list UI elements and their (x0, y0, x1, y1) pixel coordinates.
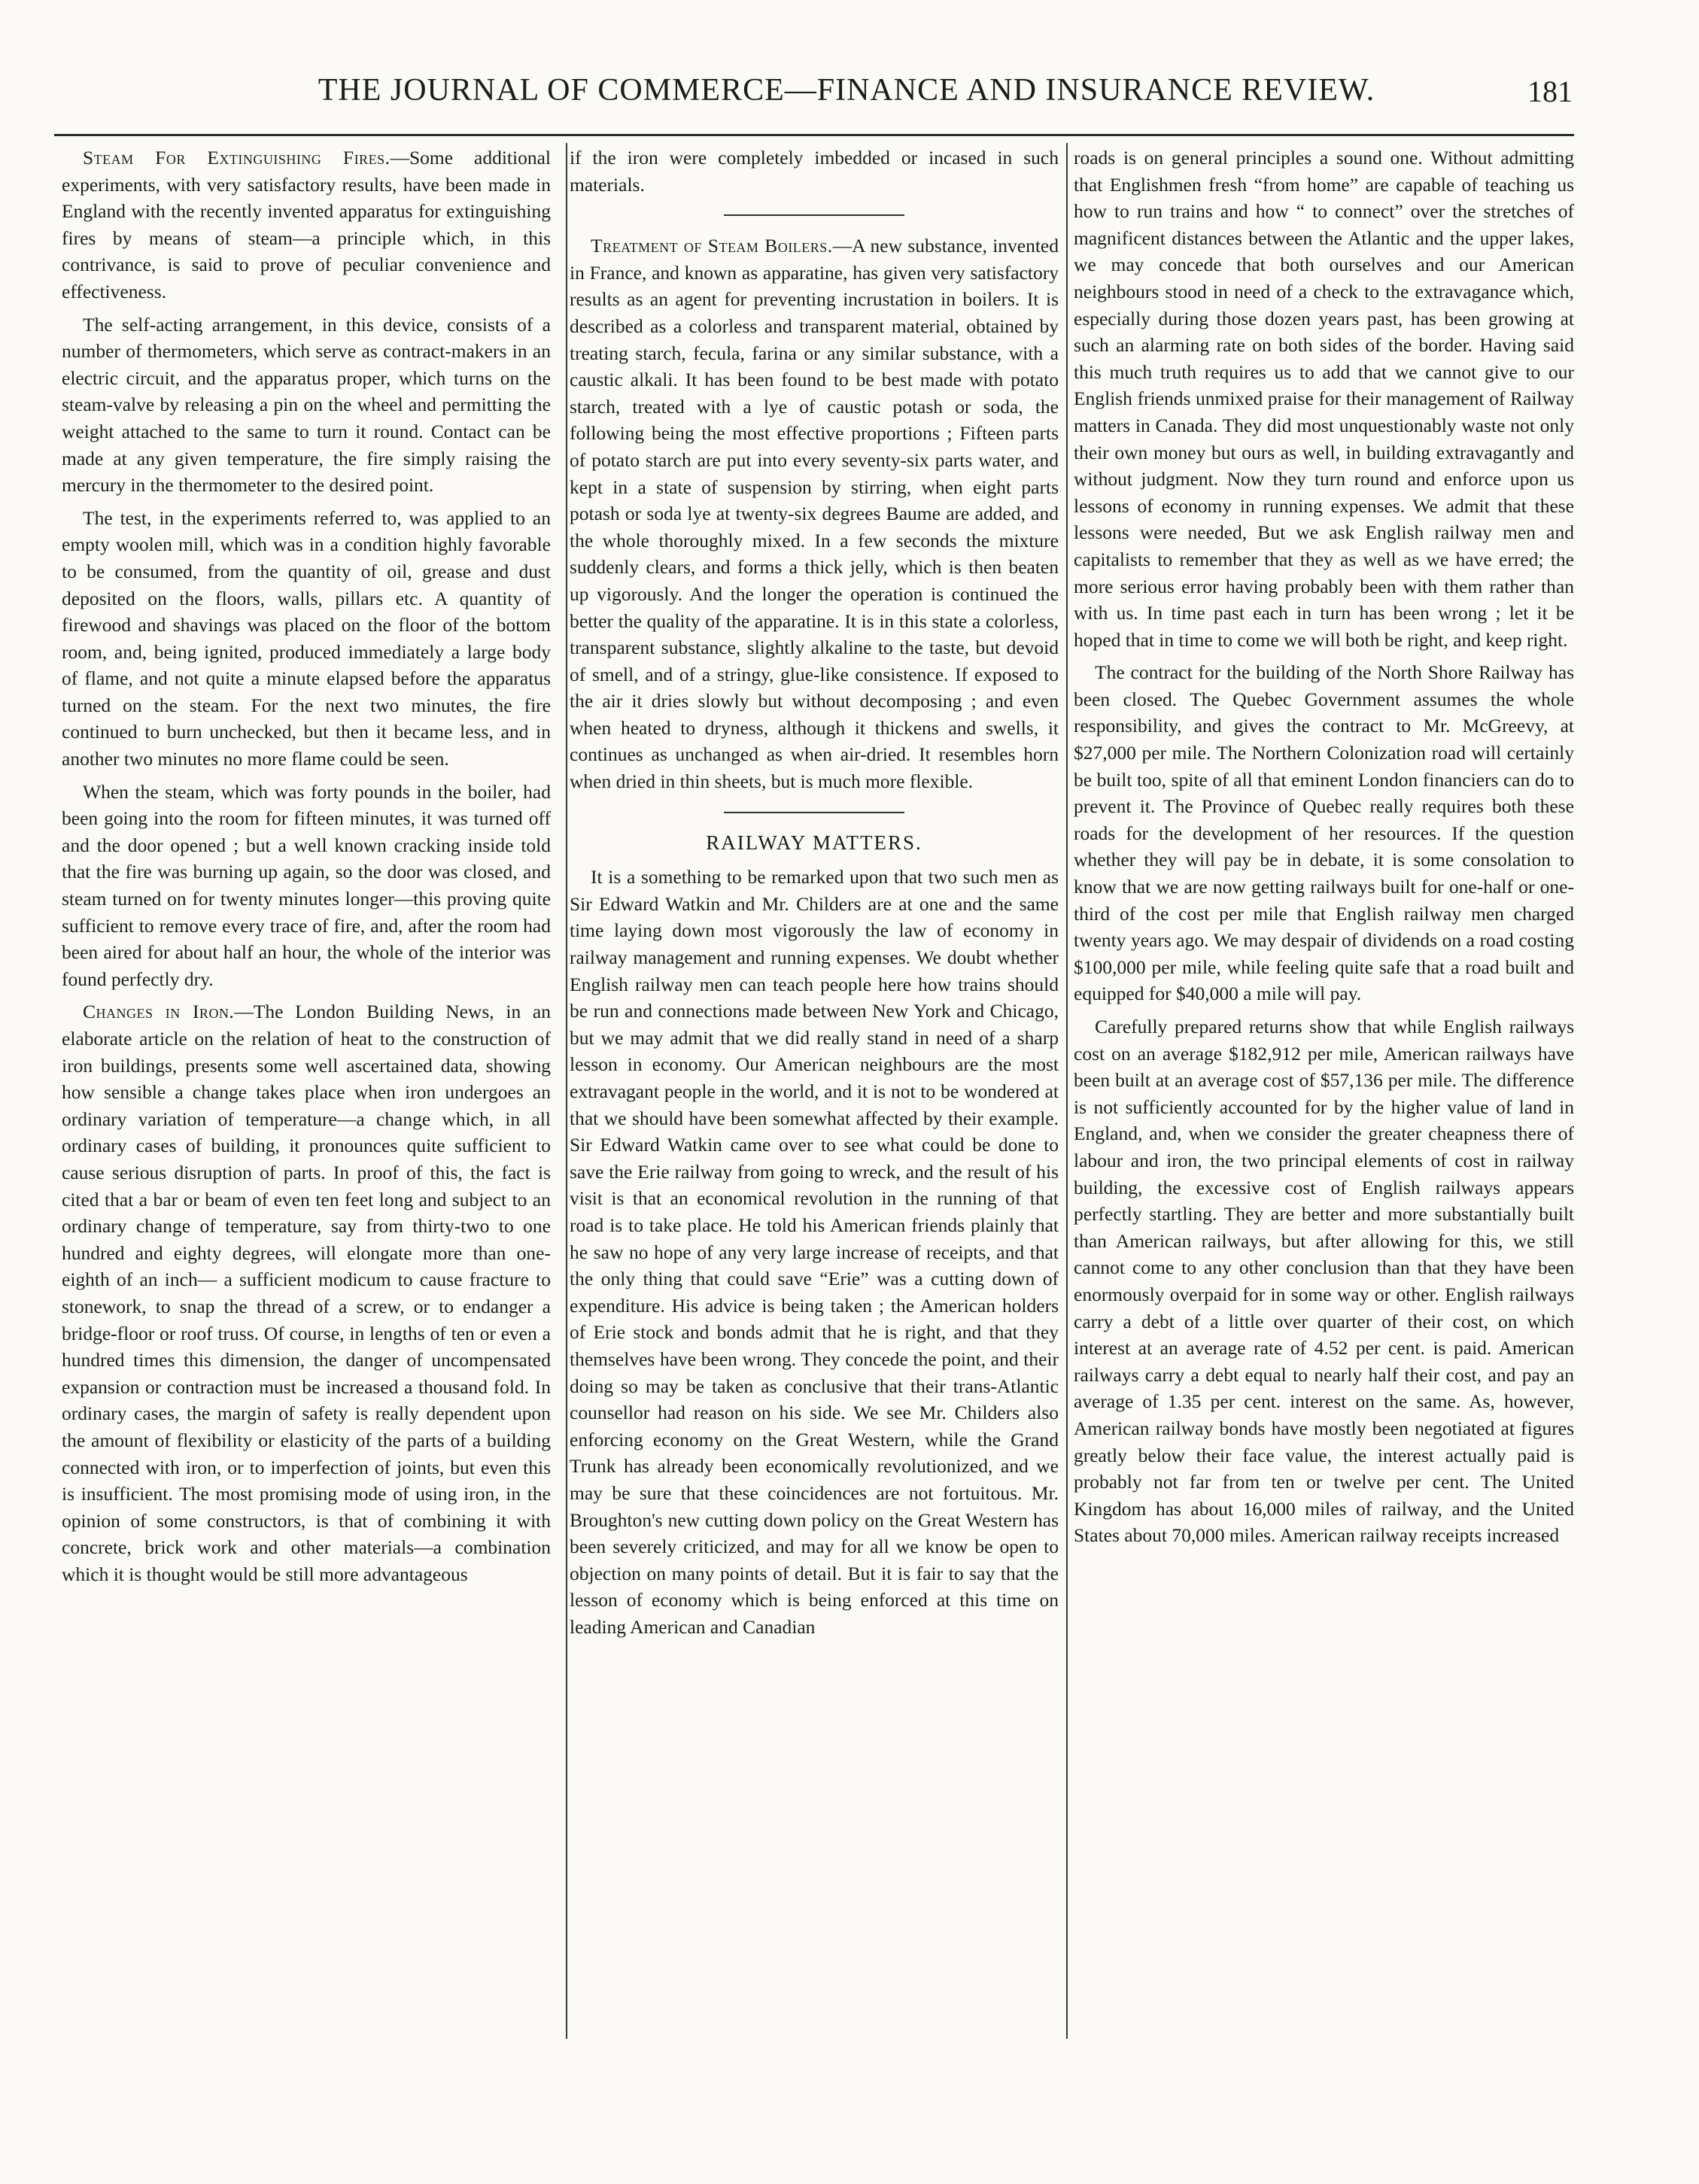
journal-title: THE JOURNAL OF COMMERCE—FINANCE AND INSURANCE REVIEW. (318, 73, 1375, 108)
railway-section-heading: RAILWAY MATTERS. (706, 831, 922, 854)
page-number: 181 (1527, 74, 1573, 108)
article-railway-p3: Carefully prepared returns show that while English railways cost on an average $182,912 per mile, American railways have been built at an average cost of $57,136 per mile. The difference is not sufficiently accounted for by the higher value of land in England, and, when we consider the greater cheapness there of labour and iron, the two principal elements of cost in railway building, the excessive cost of English railways appears perfectly startling. They are better and more substantially built than American railways, but after allowing for this, we still cannot come to any other conclusion than that they have been enormously overpaid for in some way or other. English railways carry a debt of a little over quarter of their cost, on which interest at an average rate of 4.52 per cent. is paid. American railways carry a debt equal to nearly half their cost, and pay an average of 1.35 per cent. interest on the same. As, however, American railway bonds have mostly been negotiated at figures greatly below their face value, the interest actually paid is probably not far from ten or twelve per cent. The United Kingdom has about 16,000 miles of railway, and the United States about 70,000 miles. American railway receipts increased (1074, 1016, 1574, 1547)
section-separator (724, 812, 904, 813)
article-steam-p4: When the steam, which was forty pounds in the boiler, had been going into the room for fifteen minutes, it was turned off and the door opened ; but a well known cracking inside told that the fire was burning up again, so the door was closed, and steam turned on for twenty minutes longer—this proving quite sufficient to remove every trace of fire, and, after the room had been aired for about half an hour, the whole of the interior was found perfectly dry. (62, 780, 551, 990)
article-boiler-p1 (570, 232, 1059, 794)
article-iron-p1 (62, 998, 551, 1587)
article-steam-text: —Some additional experiments, with very satisfactory results, have been made in England with the recently invented apparatus for extinguishing fires by means of steam—a principle which, in this contrivance, is said to prove of peculiar convenience and effectiveness. (62, 147, 551, 302)
article-boiler-heading: Treatment of Steam Boilers. (591, 235, 833, 257)
column-2 (570, 144, 1059, 2037)
column-divider-1 (566, 143, 567, 2039)
article-railway-p1: It is a something to be remarked upon that two such men as Sir Edward Watkin and Mr. Childers are at one and the same time laying down most vigorously the law of economy in railway management and running expenses. We doubt whether English railway men can teach people here how trains should be run and connections made between New York and Chicago, but we may admit that we did really stand in need of a sharp lesson in economy. Our American neighbours are the most extravagant people in the world, and it is not to be wondered at that we should have been somewhat affected by their example. Sir Edward Watkin came over to see what could be done to save the Erie railway from going to wreck, and the result of his visit is that an economical revolution in the running of that road is to take place. He told his American friends plainly that he saw no hope of any very large increase of receipts, and that the only thing that could save “Erie” was a cutting down of expenditure. His advice is being taken ; the American holders of Erie stock and bonds admit that he is right, and that they themselves have been wrong. They concede the point, and their doing so may be taken as conclusive that their trans-Atlantic counsellor had reason on his side. We see Mr. Childers also enforcing economy on the Great Western, while the Grand Trunk has already been economically revolutionized, and we may be sure that these coincidences are not fortuitous. Mr. Broughton's new cutting down policy on the Great Western has been severely criticized, and may for all we know be open to objection on many points of detail. But it is fair to say that the lesson of economy which is being enforced at this time on leading American and Canadian (570, 866, 1059, 1638)
article-iron-continued: if the iron were completely imbedded or incased in such materials. (570, 147, 1059, 196)
article-steam-p1 (62, 144, 551, 305)
column-1 (62, 144, 551, 2037)
article-railway-continued: roads is on general principles a sound one. Without admitting that Englishmen fresh “from home” are capable of teaching us how to run trains and how “ to connect” over the stretches of magnificent distances between the Atlantic and the upper lakes, we may concede that both ourselves and our American neighbours stood in need of a check to the extravagance which, especially during those dozen years past, has been growing at such an alarming rate on both sides of the border. Having said this much truth requires us to add that we cannot give to our English friends unmixed praise for their management of Railway matters in Canada. They did most unquestionably waste not only their own money but ours as well, in building extravagantly and without judgment. Now they turn round and enforce upon us lessons of economy in running expenses. We admit that these lessons were needed, But we ask English railway men and capitalists to remember that they as well as we have erred; the more serious error having probably been with them rather than with us. In time past each in turn has been wrong ; let it be hoped that in time to come we will both be right, and keep right. (1074, 147, 1574, 651)
header-rule (54, 134, 1574, 136)
column-3 (1074, 144, 1574, 2037)
page-header (0, 72, 1699, 125)
article-steam-heading: Steam For Extinguishing Fires. (83, 147, 391, 169)
column-divider-2 (1066, 143, 1068, 2039)
article-steam-p2: The self-acting arrangement, in this device, consists of a number of thermometers, which serve as contract-makers in an electric circuit, and the apparatus proper, which turns on the steam-valve by releasing a pin on the wheel and permitting the weight attached to the same to turn it round. Contact can be made at any given temperature, the fire simply raising the mercury in the thermometer to the desired point. (62, 313, 551, 497)
article-separator (724, 214, 904, 216)
article-iron-text: —The London Building News, in an elaborate article on the relation of heat to the construction of iron buildings, presents some well ascertained data, showing how sensible a change takes place when iron undergoes an ordinary variation of temperature—a change which, in all ordinary cases of building, it pronounces quite sufficient to cause serious disruption of parts. In proof of this, the fact is cited that a bar or beam of even ten feet long and subject to an ordinary change of temperature, say from thirty-two to one hundred and eighty degrees, will elongate more than one-eighth of an inch— a sufficient modicum to cause fracture to stonework, to snap the thread of a screw, or to endanger a bridge-floor or roof truss. Of course, in lengths of ten or even a hundred times this dimension, the danger of uncompensated expansion or contraction must be increased a thousand fold. In ordinary cases, the margin of safety is really dependent upon the amount of flexibility or elasticity of the parts of a building connected with iron, or to imperfection of joints, but even this is insufficient. The most promising mode of using iron, in the opinion of some constructors, is that of combining it with concrete, brick work and other materials—a combination which it is thought would be still more advantageous (62, 1001, 551, 1585)
article-steam-p3: The test, in the experiments referred to, was applied to an empty woolen mill, which was in a condition highly favorable to be consumed, from the quantity of oil, grease and dust deposited on the floors, walls, pillars etc. A quantity of firewood and shavings was placed on the floor of the bottom room, and, being ignited, produced immediately a large body of flame, and not quite a minute elapsed before the apparatus turned on the steam. For the next two minutes, the fire continued to burn unchecked, but then it became less, and in another two minutes no more flame could be seen. (62, 506, 551, 770)
article-iron-heading: Changes in Iron. (83, 1001, 235, 1023)
article-boiler-text: —A new substance, invented in France, and known as apparatine, has given very satisfactory results as an agent for preventing incrustation in boilers. It is described as a colorless and transparent material, obtained by treating starch, fecula, farina or any similar substance, with a caustic alkali. It has been found to be best made with potato starch, treated with a lye of caustic potash or soda, the following being the most effective proportions ; Fifteen parts of potato starch are put into every seventy-six parts water, and kept in a state of suspension by stirring, when eight parts potash or soda lye at twenty-six degrees Baume are added, and the whole thoroughly mixed. In a few seconds the mixture suddenly clears, and forms a thick jelly, which is then beaten up vigorously. And the longer the operation is continued the better the quality of the apparatine. It is in this state a colorless, transparent substance, slightly alkaline to the taste, but devoid of smell, and of a stringy, glue-like consistence. If exposed to the air it dries slowly but without decomposing ; and even when heated to dryness, although it thickens and swells, it continues as unchanged as when air-dried. It resembles horn when dried in thin sheets, but is much more flexible. (570, 235, 1059, 793)
article-railway-p2: The contract for the building of the North Shore Railway has been closed. The Quebec Government assumes the whole responsibility, and gives the contract to Mr. McGreevy, at $27,000 per mile. The Northern Colonization road will certainly be built too, spite of all that eminent London financiers can do to prevent it. The Province of Quebec really requires both these roads for the development of her resources. If the question whether they will pay be in debate, it is some consolation to know that we are now getting railways built for one-half or one-third of the cost per mile that English railway men charged twenty years ago. We may despair of dividends on a road costing $100,000 per mile, while feeling quite safe that a road built and equipped for $40,000 a mile will pay. (1074, 661, 1574, 1005)
